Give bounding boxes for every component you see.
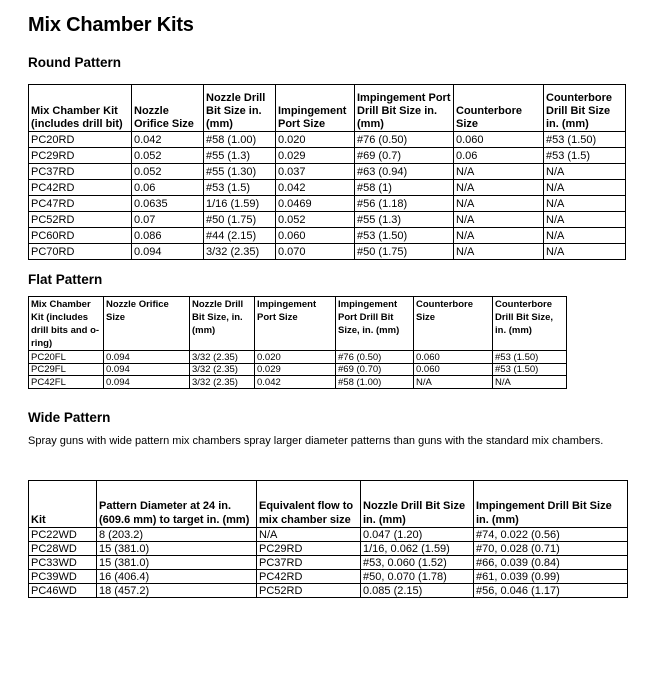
table-cell: #53 (1.50) xyxy=(355,228,454,244)
table-cell: 0.0469 xyxy=(276,196,355,212)
column-header: Impingement Port Size xyxy=(276,85,355,132)
column-header: Kit xyxy=(29,481,97,528)
column-header: Impingement Port Size xyxy=(255,297,336,351)
table-cell: #58 (1) xyxy=(355,180,454,196)
column-header: Nozzle Drill Bit Size in. (mm) xyxy=(204,85,276,132)
table-cell: #50 (1.75) xyxy=(355,244,454,260)
round-pattern-heading: Round Pattern xyxy=(28,55,121,70)
table-cell: #58 (1.00) xyxy=(336,376,414,389)
table-cell: N/A xyxy=(454,164,544,180)
round-table-body xyxy=(29,132,626,260)
table-cell: 0.052 xyxy=(132,148,204,164)
table-cell: 0.020 xyxy=(276,132,355,148)
table-cell: 0.0635 xyxy=(132,196,204,212)
table-cell: #53 (1.50) xyxy=(493,351,567,364)
table-cell: N/A xyxy=(544,164,626,180)
table-row xyxy=(29,376,567,389)
table-cell: 0.060 xyxy=(414,363,493,376)
table-row xyxy=(29,196,626,212)
column-header: Mix Chamber Kit (includes drill bits and o-ring) xyxy=(29,297,104,351)
table-cell: 0.06 xyxy=(132,180,204,196)
table-header-row xyxy=(29,297,567,351)
table-cell: #74, 0.022 (0.56) xyxy=(474,528,628,542)
table-cell: 0.06 xyxy=(454,148,544,164)
column-header: Impingement Drill Bit Size in. (mm) xyxy=(474,481,628,528)
table-cell: #76 (0.50) xyxy=(336,351,414,364)
table-cell: PC39WD xyxy=(29,570,97,584)
table-row xyxy=(29,148,626,164)
table-cell: PC33WD xyxy=(29,556,97,570)
table-header-row xyxy=(29,481,628,528)
table-cell: 0.060 xyxy=(454,132,544,148)
table-cell: #53, 0.060 (1.52) xyxy=(361,556,474,570)
table-cell: N/A xyxy=(454,228,544,244)
table-cell: #55 (1.3) xyxy=(355,212,454,228)
table-cell: #69 (0.70) xyxy=(336,363,414,376)
table-cell: #58 (1.00) xyxy=(204,132,276,148)
column-header: Impingement Port Drill Bit Size, in. (mm) xyxy=(336,297,414,351)
table-cell: #55 (1.3) xyxy=(204,148,276,164)
table-cell: 16 (406.4) xyxy=(97,570,257,584)
table-cell: 0.047 (1.20) xyxy=(361,528,474,542)
table-cell: #56 (1.18) xyxy=(355,196,454,212)
table-row xyxy=(29,164,626,180)
flat-pattern-heading: Flat Pattern xyxy=(28,272,103,287)
table-cell: 0.060 xyxy=(414,351,493,364)
column-header: Nozzle Drill Bit Size in. (mm) xyxy=(361,481,474,528)
wide-pattern-heading: Wide Pattern xyxy=(28,410,111,425)
table-cell: 0.042 xyxy=(276,180,355,196)
table-cell: PC20RD xyxy=(29,132,132,148)
table-row xyxy=(29,570,628,584)
table-cell: N/A xyxy=(544,180,626,196)
table-cell: 15 (381.0) xyxy=(97,542,257,556)
table-cell: PC42RD xyxy=(29,180,132,196)
table-cell: PC22WD xyxy=(29,528,97,542)
table-cell: 0.029 xyxy=(255,363,336,376)
table-cell: #44 (2.15) xyxy=(204,228,276,244)
table-cell: PC46WD xyxy=(29,584,97,598)
table-cell: PC20FL xyxy=(29,351,104,364)
table-cell: 0.029 xyxy=(276,148,355,164)
table-cell: N/A xyxy=(454,212,544,228)
table-cell: N/A xyxy=(454,244,544,260)
table-row xyxy=(29,132,626,148)
table-cell: 0.094 xyxy=(104,376,190,389)
table-cell: PC37RD xyxy=(29,164,132,180)
table-cell: #53 (1.50) xyxy=(493,363,567,376)
column-header: Nozzle Drill Bit Size, in. (mm) xyxy=(190,297,255,351)
table-cell: 0.094 xyxy=(104,363,190,376)
column-header: Pattern Diameter at 24 in. (609.6 mm) to target in. (mm) xyxy=(97,481,257,528)
flat-pattern-table xyxy=(28,296,567,389)
table-cell: N/A xyxy=(414,376,493,389)
table-cell: N/A xyxy=(454,196,544,212)
table-cell: #56, 0.046 (1.17) xyxy=(474,584,628,598)
table-cell: PC47RD xyxy=(29,196,132,212)
table-row xyxy=(29,584,628,598)
table-cell: 0.042 xyxy=(255,376,336,389)
table-cell: 8 (203.2) xyxy=(97,528,257,542)
table-cell: 1/16, 0.062 (1.59) xyxy=(361,542,474,556)
table-row xyxy=(29,542,628,556)
table-row xyxy=(29,556,628,570)
table-cell: PC29RD xyxy=(29,148,132,164)
round-pattern-table xyxy=(28,84,626,260)
table-cell: 0.052 xyxy=(132,164,204,180)
table-cell: #53 (1.5) xyxy=(544,148,626,164)
column-header: Counterbore Size xyxy=(454,85,544,132)
column-header: Counterbore Drill Bit Size, in. (mm) xyxy=(493,297,567,351)
table-cell: PC37RD xyxy=(257,556,361,570)
table-cell: 18 (457.2) xyxy=(97,584,257,598)
page-title: Mix Chamber Kits xyxy=(28,14,194,36)
table-cell: PC60RD xyxy=(29,228,132,244)
table-cell: #69 (0.7) xyxy=(355,148,454,164)
table-cell: 0.020 xyxy=(255,351,336,364)
table-cell: N/A xyxy=(493,376,567,389)
table-cell: #70, 0.028 (0.71) xyxy=(474,542,628,556)
table-cell: #50 (1.75) xyxy=(204,212,276,228)
table-cell: PC52RD xyxy=(29,212,132,228)
table-cell: #66, 0.039 (0.84) xyxy=(474,556,628,570)
table-row xyxy=(29,212,626,228)
table-cell: 0.070 xyxy=(276,244,355,260)
column-header: Impingement Port Drill Bit Size in. (mm) xyxy=(355,85,454,132)
table-row xyxy=(29,528,628,542)
table-row xyxy=(29,244,626,260)
table-row xyxy=(29,180,626,196)
table-cell: 0.094 xyxy=(132,244,204,260)
table-cell: 3/32 (2.35) xyxy=(190,363,255,376)
table-cell: PC70RD xyxy=(29,244,132,260)
table-cell: #53 (1.5) xyxy=(204,180,276,196)
table-cell: 1/16 (1.59) xyxy=(204,196,276,212)
table-cell: 0.042 xyxy=(132,132,204,148)
flat-table-body xyxy=(29,351,567,389)
table-cell: #55 (1.30) xyxy=(204,164,276,180)
table-cell: #63 (0.94) xyxy=(355,164,454,180)
table-header-row xyxy=(29,85,626,132)
column-header: Mix Chamber Kit (includes drill bit) xyxy=(29,85,132,132)
table-cell: N/A xyxy=(257,528,361,542)
column-header: Counterbore Drill Bit Size in. (mm) xyxy=(544,85,626,132)
table-cell: PC52RD xyxy=(257,584,361,598)
table-row xyxy=(29,228,626,244)
column-header: Nozzle Orifice Size xyxy=(132,85,204,132)
table-cell: 3/32 (2.35) xyxy=(190,351,255,364)
wide-pattern-note: Spray guns with wide pattern mix chambers spray larger diameter patterns than guns with the standard mix chambers. xyxy=(28,435,604,447)
table-cell: 0.037 xyxy=(276,164,355,180)
table-cell: N/A xyxy=(544,212,626,228)
table-cell: 0.086 xyxy=(132,228,204,244)
column-header: Equivalent flow to mix chamber size xyxy=(257,481,361,528)
table-cell: 3/32 (2.35) xyxy=(190,376,255,389)
wide-pattern-table xyxy=(28,480,628,598)
table-cell: 0.094 xyxy=(104,351,190,364)
table-cell: #53 (1.50) xyxy=(544,132,626,148)
table-cell: PC28WD xyxy=(29,542,97,556)
table-cell: #61, 0.039 (0.99) xyxy=(474,570,628,584)
column-header: Nozzle Orifice Size xyxy=(104,297,190,351)
table-row xyxy=(29,363,567,376)
table-cell: 0.07 xyxy=(132,212,204,228)
table-cell: PC42RD xyxy=(257,570,361,584)
table-cell: 15 (381.0) xyxy=(97,556,257,570)
table-cell: #76 (0.50) xyxy=(355,132,454,148)
table-cell: 0.060 xyxy=(276,228,355,244)
table-row xyxy=(29,351,567,364)
table-cell: 0.085 (2.15) xyxy=(361,584,474,598)
table-cell: PC42FL xyxy=(29,376,104,389)
table-cell: N/A xyxy=(544,244,626,260)
table-cell: #50, 0.070 (1.78) xyxy=(361,570,474,584)
table-cell: PC29RD xyxy=(257,542,361,556)
column-header: Counterbore Size xyxy=(414,297,493,351)
table-cell: N/A xyxy=(454,180,544,196)
table-cell: 0.052 xyxy=(276,212,355,228)
table-cell: PC29FL xyxy=(29,363,104,376)
table-cell: 3/32 (2.35) xyxy=(204,244,276,260)
table-cell: N/A xyxy=(544,228,626,244)
table-cell: N/A xyxy=(544,196,626,212)
wide-table-body xyxy=(29,528,628,598)
